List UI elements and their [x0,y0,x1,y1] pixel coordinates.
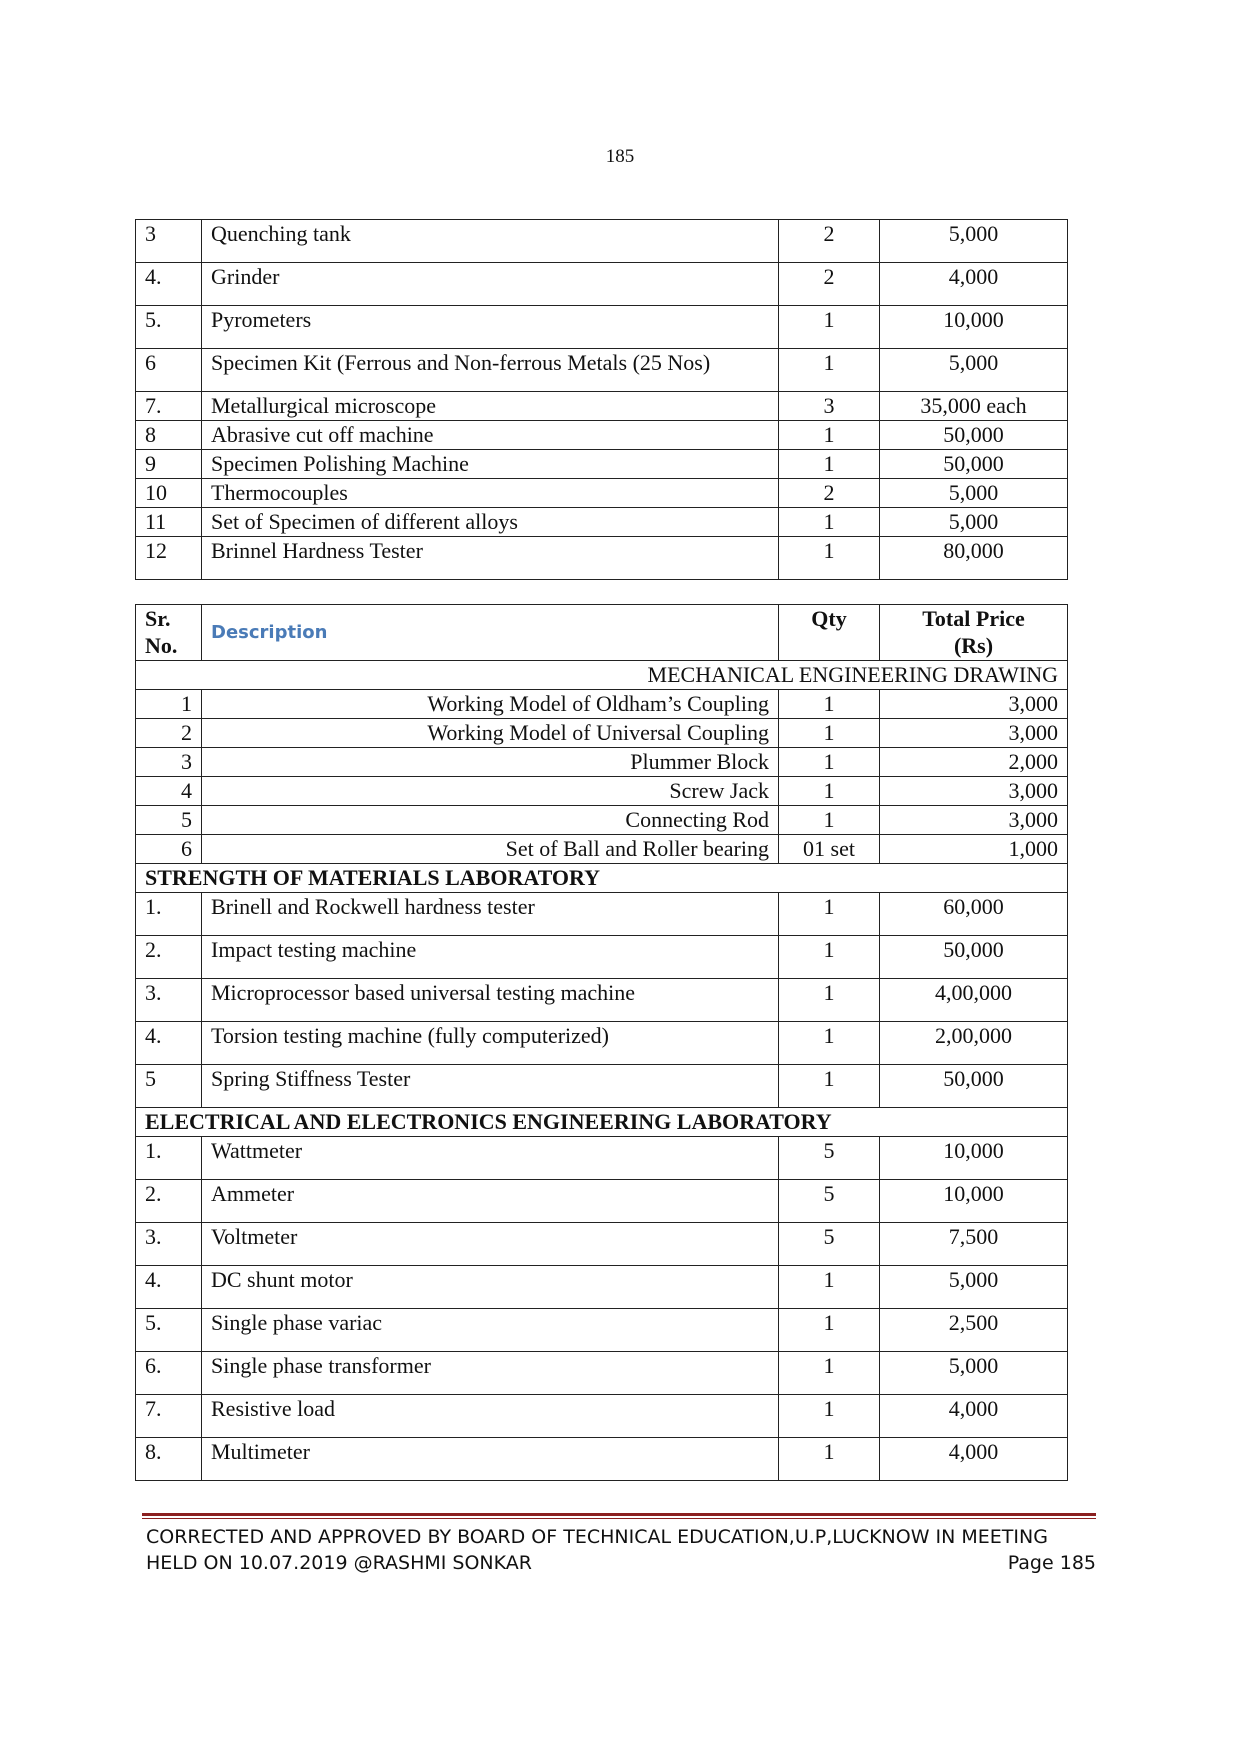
qty-cell: 1 [779,537,880,580]
description-cell: Grinder [202,263,779,306]
qty-cell: 2 [779,263,880,306]
sr-no-cell: 4 [136,777,202,806]
price-cell: 35,000 each [880,392,1068,421]
description-cell: Single phase transformer [202,1352,779,1395]
table-row [136,1395,1068,1438]
price-cell: 1,000 [880,835,1068,864]
description-cell: Thermocouples [202,479,779,508]
description-cell: Microprocessor based universal testing machine [202,979,779,1022]
sr-no-cell: 7. [136,392,202,421]
sr-no-cell: 4. [136,1266,202,1309]
qty-cell: 1 [779,979,880,1022]
qty-cell: 1 [779,719,880,748]
qty-cell: 2 [779,479,880,508]
price-cell: 5,000 [880,479,1068,508]
description-cell: Pyrometers [202,306,779,349]
equipment-table-continued [135,219,1068,580]
price-cell: 10,000 [880,306,1068,349]
description-cell: Plummer Block [202,748,779,777]
sr-no-cell: 4. [136,1022,202,1065]
sr-no-cell: 1 [136,690,202,719]
price-cell: 50,000 [880,1065,1068,1108]
qty-cell: 1 [779,1065,880,1108]
qty-cell: 1 [779,806,880,835]
description-cell: Multimeter [202,1438,779,1481]
sr-no-cell: 2. [136,1180,202,1223]
table-row [136,508,1068,537]
table-row [136,893,1068,936]
table-row [136,1309,1068,1352]
description-cell: Ammeter [202,1180,779,1223]
section-title-row [136,864,1068,893]
table-row [136,979,1068,1022]
price-cell: 7,500 [880,1223,1068,1266]
description-cell: Wattmeter [202,1137,779,1180]
qty-cell: 1 [779,1395,880,1438]
price-cell: 4,000 [880,263,1068,306]
description-cell: Torsion testing machine (fully computerized) [202,1022,779,1065]
sr-no-cell: 2 [136,719,202,748]
sr-no-cell: 8 [136,421,202,450]
sr-no-cell: 5 [136,806,202,835]
qty-cell: 01 set [779,835,880,864]
table-row [136,349,1068,392]
table-row [136,719,1068,748]
table-row [136,392,1068,421]
price-cell: 10,000 [880,1180,1068,1223]
table-row [136,835,1068,864]
price-cell: 3,000 [880,777,1068,806]
footer-page-label: Page 185 [1007,1552,1096,1574]
price-cell: 50,000 [880,421,1068,450]
price-cell: 2,000 [880,748,1068,777]
qty-cell: 1 [779,777,880,806]
footer-line-2: HELD ON 10.07.2019 @RASHMI SONKAR [146,1552,532,1574]
qty-cell: 1 [779,748,880,777]
qty-cell: 1 [779,508,880,537]
qty-cell: 1 [779,1352,880,1395]
price-cell: 4,000 [880,1438,1068,1481]
qty-cell: 5 [779,1223,880,1266]
price-cell: 5,000 [880,508,1068,537]
header-sr-no: Sr. No. [136,605,202,661]
sr-no-cell: 3. [136,979,202,1022]
table-row [136,748,1068,777]
description-cell: Metallurgical microscope [202,392,779,421]
price-cell: 5,000 [880,220,1068,263]
sr-no-cell: 11 [136,508,202,537]
table-row [136,1137,1068,1180]
price-cell: 2,500 [880,1309,1068,1352]
sr-no-cell: 7. [136,1395,202,1438]
table-row [136,1180,1068,1223]
sr-no-cell: 2. [136,936,202,979]
description-cell: Impact testing machine [202,936,779,979]
qty-cell: 1 [779,936,880,979]
table-row [136,450,1068,479]
description-cell: Specimen Kit (Ferrous and Non-ferrous Metals (25 Nos) [202,349,779,392]
price-cell: 4,000 [880,1395,1068,1438]
price-cell: 5,000 [880,1352,1068,1395]
description-cell: Abrasive cut off machine [202,421,779,450]
sr-no-cell: 9 [136,450,202,479]
footer-line-1: CORRECTED AND APPROVED BY BOARD OF TECHNICAL EDUCATION,U.P,LUCKNOW IN MEETING [146,1526,1048,1548]
table-row [136,537,1068,580]
table-row [136,1223,1068,1266]
sr-no-cell: 4. [136,263,202,306]
table-row [136,1438,1068,1481]
sr-no-cell: 12 [136,537,202,580]
price-cell: 2,00,000 [880,1022,1068,1065]
description-cell: Working Model of Oldham’s Coupling [202,690,779,719]
qty-cell: 1 [779,893,880,936]
table-row [136,690,1068,719]
section-title: STRENGTH OF MATERIALS LABORATORY [136,864,1068,893]
qty-cell: 1 [779,1266,880,1309]
equipment-table-main [135,604,1068,1481]
price-cell: 50,000 [880,936,1068,979]
sr-no-cell: 3 [136,748,202,777]
description-cell: Brinell and Rockwell hardness tester [202,893,779,936]
page-footer [146,1524,1096,1576]
table-row [136,1065,1068,1108]
table-row [136,1352,1068,1395]
footer-rule-thin [142,1518,1096,1519]
sr-no-cell: 1. [136,1137,202,1180]
section-title-row [136,1108,1068,1137]
price-cell: 50,000 [880,450,1068,479]
sr-no-cell: 6. [136,1352,202,1395]
description-cell: Quenching tank [202,220,779,263]
qty-cell: 3 [779,392,880,421]
price-cell: 3,000 [880,719,1068,748]
header-description: Description [202,605,779,661]
qty-cell: 1 [779,1309,880,1352]
description-cell: Resistive load [202,1395,779,1438]
sr-no-cell: 1. [136,893,202,936]
sr-no-cell: 3 [136,220,202,263]
price-cell: 3,000 [880,806,1068,835]
table-row [136,936,1068,979]
sr-no-cell: 8. [136,1438,202,1481]
description-cell: Connecting Rod [202,806,779,835]
description-cell: Voltmeter [202,1223,779,1266]
sr-no-cell: 5. [136,1309,202,1352]
sr-no-cell: 6 [136,835,202,864]
section-title: ELECTRICAL AND ELECTRONICS ENGINEERING LABORATORY [136,1108,1068,1137]
table-row [136,479,1068,508]
qty-cell: 1 [779,1438,880,1481]
header-qty: Qty [779,605,880,661]
table-row [136,263,1068,306]
price-cell: 80,000 [880,537,1068,580]
sr-no-cell: 5 [136,1065,202,1108]
table-row [136,806,1068,835]
footer-rule [142,1513,1096,1516]
sr-no-cell: 3. [136,1223,202,1266]
price-cell: 3,000 [880,690,1068,719]
qty-cell: 1 [779,450,880,479]
table-header-row [136,605,1068,661]
table-row [136,220,1068,263]
price-cell: 60,000 [880,893,1068,936]
price-cell: 4,00,000 [880,979,1068,1022]
table-row [136,421,1068,450]
qty-cell: 1 [779,306,880,349]
description-cell: Screw Jack [202,777,779,806]
qty-cell: 2 [779,220,880,263]
table-row [136,777,1068,806]
price-cell: 5,000 [880,1266,1068,1309]
page-number: 185 [605,146,635,167]
description-cell: Set of Ball and Roller bearing [202,835,779,864]
qty-cell: 1 [779,349,880,392]
table-row [136,1022,1068,1065]
description-cell: Single phase variac [202,1309,779,1352]
qty-cell: 1 [779,690,880,719]
sr-no-cell: 5. [136,306,202,349]
description-cell: Set of Specimen of different alloys [202,508,779,537]
table-row [136,1266,1068,1309]
qty-cell: 1 [779,1022,880,1065]
description-cell: DC shunt motor [202,1266,779,1309]
qty-cell: 5 [779,1137,880,1180]
sr-no-cell: 6 [136,349,202,392]
qty-cell: 1 [779,421,880,450]
header-total-price: Total Price (Rs) [880,605,1068,661]
section-title: MECHANICAL ENGINEERING DRAWING [136,661,1068,690]
qty-cell: 5 [779,1180,880,1223]
sr-no-cell: 10 [136,479,202,508]
description-cell: Brinnel Hardness Tester [202,537,779,580]
description-cell: Spring Stiffness Tester [202,1065,779,1108]
description-cell: Working Model of Universal Coupling [202,719,779,748]
description-cell: Specimen Polishing Machine [202,450,779,479]
price-cell: 10,000 [880,1137,1068,1180]
price-cell: 5,000 [880,349,1068,392]
table-row [136,306,1068,349]
section-title-row [136,661,1068,690]
